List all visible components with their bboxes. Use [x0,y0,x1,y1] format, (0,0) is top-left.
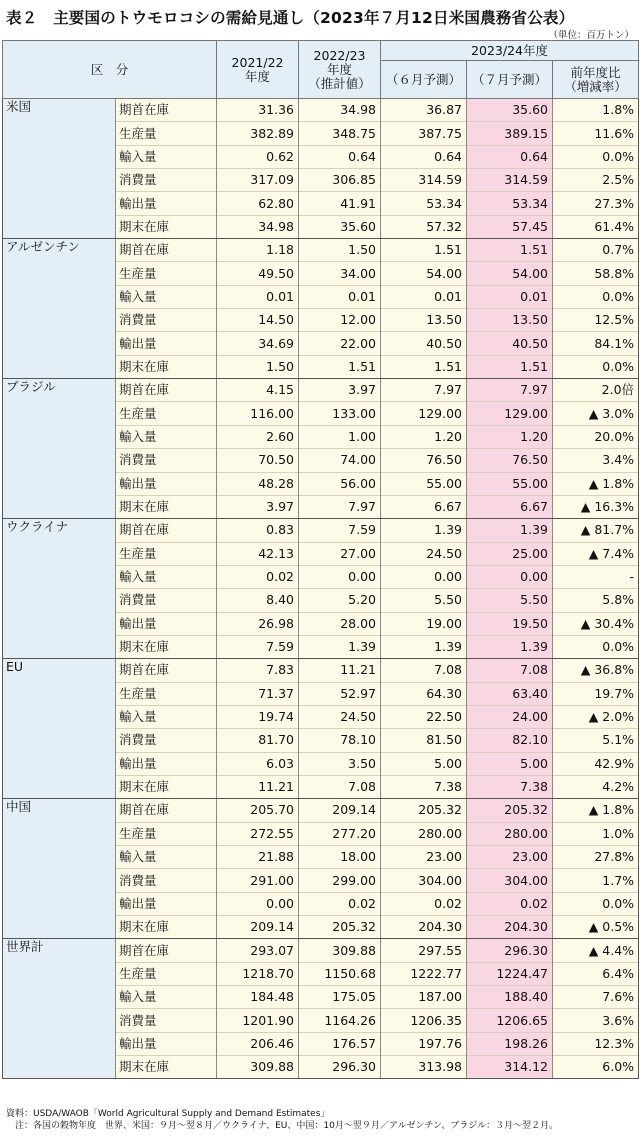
value-y2022: 277.20 [299,822,381,845]
value-y2022: 41.91 [299,192,381,215]
value-y2022: 133.00 [299,402,381,425]
header-july-forecast: （７月予測） [467,61,553,99]
value-jul: 1224.47 [467,962,553,985]
value-jul: 1.39 [467,635,553,658]
country-cell: ウクライナ [3,519,116,659]
value-y2022: 1.50 [299,239,381,262]
value-jun: 387.75 [381,122,467,145]
value-yoy: 0.7% [553,239,639,262]
value-y2021: 4.15 [217,379,299,402]
item-label: 期末在庫 [116,355,217,378]
value-yoy: 2.0倍 [553,379,639,402]
value-yoy: ▲ 1.8% [553,799,639,822]
value-jun: 314.59 [381,169,467,192]
value-y2021: 0.00 [217,892,299,915]
value-y2021: 0.02 [217,565,299,588]
value-y2021: 0.83 [217,519,299,542]
value-yoy: - [553,565,639,588]
value-jun: 1.39 [381,635,467,658]
value-yoy: 11.6% [553,122,639,145]
value-y2021: 26.98 [217,612,299,635]
value-jun: 19.00 [381,612,467,635]
value-y2021: 205.70 [217,799,299,822]
item-label: 消費量 [116,589,217,612]
country-cell: ブラジル [3,379,116,519]
table-row [3,519,639,542]
country-cell: EU [3,659,116,799]
value-y2021: 19.74 [217,705,299,728]
value-jul: 6.67 [467,495,553,518]
item-label: 輸出量 [116,332,217,355]
value-jul: 205.32 [467,799,553,822]
value-jul: 1.20 [467,425,553,448]
value-jul: 63.40 [467,682,553,705]
item-label: 生産量 [116,122,217,145]
item-label: 消費量 [116,1009,217,1032]
unit-label: （単位：百万トン） [548,30,634,41]
header-june-forecast: （６月予測） [381,61,467,99]
value-y2022: 34.00 [299,262,381,285]
value-jul: 1206.65 [467,1009,553,1032]
value-jun: 1.51 [381,355,467,378]
value-yoy: 0.0% [553,892,639,915]
value-y2022: 56.00 [299,472,381,495]
value-y2022: 205.32 [299,916,381,939]
value-jul: 55.00 [467,472,553,495]
header-2023-24-group: 2023/24年度 [381,41,639,61]
value-y2021: 31.36 [217,99,299,122]
value-jul: 204.30 [467,916,553,939]
value-y2022: 24.50 [299,705,381,728]
value-yoy: 7.6% [553,986,639,1009]
value-yoy: 1.0% [553,822,639,845]
value-y2022: 0.01 [299,285,381,308]
value-y2022: 35.60 [299,215,381,238]
value-yoy: 1.8% [553,99,639,122]
value-y2021: 49.50 [217,262,299,285]
value-yoy: 0.0% [553,635,639,658]
value-yoy: 0.0% [553,145,639,168]
value-y2022: 1.39 [299,635,381,658]
value-jun: 313.98 [381,1056,467,1079]
value-yoy: 84.1% [553,332,639,355]
page-title: 表２ 主要国のトウモロコシの需給見通し（2023年７月12日米国農務省公表） [6,9,575,27]
value-yoy: 1.7% [553,869,639,892]
value-jun: 197.76 [381,1032,467,1055]
item-label: 輸出量 [116,612,217,635]
item-label: 期首在庫 [116,379,217,402]
value-y2022: 176.57 [299,1032,381,1055]
value-jul: 76.50 [467,449,553,472]
value-jul: 40.50 [467,332,553,355]
value-jul: 1.51 [467,239,553,262]
item-label: 期首在庫 [116,659,217,682]
value-jul: 5.50 [467,589,553,612]
value-yoy: 5.1% [553,729,639,752]
value-jun: 54.00 [381,262,467,285]
table-row [3,99,639,122]
value-yoy: ▲ 1.8% [553,472,639,495]
value-yoy: ▲ 3.0% [553,402,639,425]
value-jun: 204.30 [381,916,467,939]
value-yoy: 42.9% [553,752,639,775]
value-y2021: 70.50 [217,449,299,472]
value-jul: 0.02 [467,892,553,915]
item-label: 輸入量 [116,285,217,308]
item-label: 期首在庫 [116,939,217,962]
value-jun: 57.32 [381,215,467,238]
item-label: 期末在庫 [116,916,217,939]
value-y2021: 34.69 [217,332,299,355]
value-yoy: ▲ 0.5% [553,916,639,939]
source-note: 資料：USDA/WAOB「World Agricultural Supply and Demand Estimates」 [6,1109,330,1119]
item-label: 期首在庫 [116,799,217,822]
item-label: 期首在庫 [116,99,217,122]
value-y2022: 7.97 [299,495,381,518]
value-jul: 314.59 [467,169,553,192]
item-label: 輸入量 [116,846,217,869]
item-label: 期首在庫 [116,519,217,542]
value-y2022: 52.97 [299,682,381,705]
value-jul: 0.64 [467,145,553,168]
value-y2022: 309.88 [299,939,381,962]
value-yoy: ▲ 81.7% [553,519,639,542]
value-y2022: 74.00 [299,449,381,472]
header-2021-22: 2021/22 年度 [217,41,299,99]
value-yoy: ▲ 36.8% [553,659,639,682]
supply-demand-table-wrapper [2,40,638,1079]
value-jul: 1.39 [467,519,553,542]
value-jul: 0.01 [467,285,553,308]
value-jul: 19.50 [467,612,553,635]
value-y2022: 209.14 [299,799,381,822]
value-y2022: 5.20 [299,589,381,612]
item-label: 期末在庫 [116,1056,217,1079]
value-jun: 13.50 [381,309,467,332]
value-y2021: 81.70 [217,729,299,752]
value-jun: 5.50 [381,589,467,612]
value-yoy: 27.8% [553,846,639,869]
value-jun: 1.20 [381,425,467,448]
country-cell: 世界計 [3,939,116,1079]
value-jun: 297.55 [381,939,467,962]
item-label: 輸入量 [116,145,217,168]
table-row [3,939,639,962]
item-label: 消費量 [116,169,217,192]
item-label: 輸出量 [116,892,217,915]
value-jul: 5.00 [467,752,553,775]
header-yoy-change: 前年度比 （増減率） [553,61,639,99]
value-y2022: 27.00 [299,542,381,565]
item-label: 期末在庫 [116,495,217,518]
value-jun: 76.50 [381,449,467,472]
fiscal-year-note: 注：各国の穀物年度 世界、米国：９月～翌８月／ウクライナ、EU、中国：10月～翌９月／アルゼンチン、ブラジル：３月～翌２月。 [6,1121,559,1131]
value-y2022: 12.00 [299,309,381,332]
value-yoy: 12.3% [553,1032,639,1055]
value-jun: 0.01 [381,285,467,308]
value-yoy: 19.7% [553,682,639,705]
value-jun: 1206.35 [381,1009,467,1032]
value-yoy: 20.0% [553,425,639,448]
value-y2021: 7.59 [217,635,299,658]
value-jun: 0.64 [381,145,467,168]
value-yoy: 58.8% [553,262,639,285]
value-y2021: 309.88 [217,1056,299,1079]
item-label: 生産量 [116,542,217,565]
value-y2022: 3.50 [299,752,381,775]
value-jun: 7.97 [381,379,467,402]
value-jun: 24.50 [381,542,467,565]
value-y2021: 1218.70 [217,962,299,985]
value-y2022: 1164.26 [299,1009,381,1032]
value-y2022: 1150.68 [299,962,381,985]
item-label: 期末在庫 [116,635,217,658]
value-jun: 22.50 [381,705,467,728]
value-yoy: ▲ 16.3% [553,495,639,518]
value-jun: 1.39 [381,519,467,542]
value-jun: 55.00 [381,472,467,495]
item-label: 輸出量 [116,192,217,215]
value-jul: 53.34 [467,192,553,215]
value-y2022: 3.97 [299,379,381,402]
value-y2021: 0.01 [217,285,299,308]
value-jun: 81.50 [381,729,467,752]
value-jul: 0.00 [467,565,553,588]
value-y2021: 6.03 [217,752,299,775]
value-jun: 7.38 [381,775,467,798]
value-jul: 7.97 [467,379,553,402]
item-label: 輸出量 [116,472,217,495]
value-y2021: 11.21 [217,775,299,798]
value-yoy: 61.4% [553,215,639,238]
value-jul: 1.51 [467,355,553,378]
country-cell: 中国 [3,799,116,939]
value-y2021: 42.13 [217,542,299,565]
value-y2021: 1201.90 [217,1009,299,1032]
value-y2021: 48.28 [217,472,299,495]
value-jun: 1.51 [381,239,467,262]
item-label: 輸入量 [116,986,217,1009]
supply-demand-table [2,40,639,1079]
value-y2021: 206.46 [217,1032,299,1055]
value-y2021: 209.14 [217,916,299,939]
item-label: 輸入量 [116,425,217,448]
value-y2021: 71.37 [217,682,299,705]
value-jun: 0.02 [381,892,467,915]
footer-notes [6,1108,558,1132]
table-row [3,379,639,402]
value-jul: 82.10 [467,729,553,752]
value-jul: 23.00 [467,846,553,869]
item-label: 消費量 [116,449,217,472]
value-y2022: 7.59 [299,519,381,542]
value-jun: 36.87 [381,99,467,122]
value-jul: 57.45 [467,215,553,238]
item-label: 輸入量 [116,565,217,588]
value-yoy: 0.0% [553,285,639,308]
value-yoy: 5.8% [553,589,639,612]
value-y2022: 299.00 [299,869,381,892]
value-y2021: 0.62 [217,145,299,168]
item-label: 消費量 [116,309,217,332]
value-jun: 205.32 [381,799,467,822]
value-y2022: 306.85 [299,169,381,192]
value-y2022: 7.08 [299,775,381,798]
value-jun: 187.00 [381,986,467,1009]
item-label: 期首在庫 [116,239,217,262]
value-yoy: 3.4% [553,449,639,472]
value-y2022: 78.10 [299,729,381,752]
value-yoy: ▲ 30.4% [553,612,639,635]
item-label: 輸出量 [116,1032,217,1055]
value-jun: 5.00 [381,752,467,775]
item-label: 生産量 [116,962,217,985]
value-yoy: 6.4% [553,962,639,985]
value-y2022: 18.00 [299,846,381,869]
item-label: 消費量 [116,869,217,892]
value-y2022: 1.51 [299,355,381,378]
value-yoy: ▲ 7.4% [553,542,639,565]
value-yoy: ▲ 2.0% [553,705,639,728]
value-jun: 1222.77 [381,962,467,985]
value-jul: 35.60 [467,99,553,122]
value-jul: 314.12 [467,1056,553,1079]
value-y2022: 22.00 [299,332,381,355]
value-y2021: 62.80 [217,192,299,215]
country-cell: 米国 [3,99,116,239]
value-y2021: 293.07 [217,939,299,962]
value-jul: 280.00 [467,822,553,845]
table-row [3,659,639,682]
table-row [3,239,639,262]
header-2022-23: 2022/23 年度 （推計値） [299,41,381,99]
value-jun: 6.67 [381,495,467,518]
value-yoy: 0.0% [553,355,639,378]
value-jun: 280.00 [381,822,467,845]
value-y2021: 1.50 [217,355,299,378]
value-y2022: 11.21 [299,659,381,682]
value-jun: 40.50 [381,332,467,355]
value-jul: 24.00 [467,705,553,728]
value-jul: 25.00 [467,542,553,565]
value-y2021: 382.89 [217,122,299,145]
value-y2022: 0.02 [299,892,381,915]
value-jul: 54.00 [467,262,553,285]
value-yoy: 3.6% [553,1009,639,1032]
value-yoy: 27.3% [553,192,639,215]
value-y2021: 3.97 [217,495,299,518]
table-row [3,799,639,822]
value-y2021: 116.00 [217,402,299,425]
value-jul: 7.08 [467,659,553,682]
value-y2022: 0.64 [299,145,381,168]
value-y2022: 296.30 [299,1056,381,1079]
item-label: 輸入量 [116,705,217,728]
value-y2021: 184.48 [217,986,299,1009]
table-body [3,99,639,1079]
value-jul: 13.50 [467,309,553,332]
value-yoy: 6.0% [553,1056,639,1079]
value-y2021: 8.40 [217,589,299,612]
value-yoy: 4.2% [553,775,639,798]
value-jun: 0.00 [381,565,467,588]
value-y2021: 21.88 [217,846,299,869]
item-label: 生産量 [116,822,217,845]
value-jul: 129.00 [467,402,553,425]
value-y2022: 1.00 [299,425,381,448]
value-jul: 296.30 [467,939,553,962]
item-label: 生産量 [116,402,217,425]
value-y2021: 272.55 [217,822,299,845]
value-y2022: 34.98 [299,99,381,122]
value-y2022: 0.00 [299,565,381,588]
value-jun: 7.08 [381,659,467,682]
item-label: 輸出量 [116,752,217,775]
item-label: 消費量 [116,729,217,752]
value-jul: 304.00 [467,869,553,892]
value-yoy: 12.5% [553,309,639,332]
item-label: 期末在庫 [116,215,217,238]
value-y2022: 175.05 [299,986,381,1009]
item-label: 期末在庫 [116,775,217,798]
value-jun: 64.30 [381,682,467,705]
value-y2022: 348.75 [299,122,381,145]
item-label: 生産量 [116,262,217,285]
value-jul: 389.15 [467,122,553,145]
country-cell: アルゼンチン [3,239,116,379]
item-label: 生産量 [116,682,217,705]
value-jul: 198.26 [467,1032,553,1055]
value-y2021: 1.18 [217,239,299,262]
value-y2021: 291.00 [217,869,299,892]
value-yoy: ▲ 4.4% [553,939,639,962]
value-y2021: 317.09 [217,169,299,192]
value-y2021: 14.50 [217,309,299,332]
value-jun: 129.00 [381,402,467,425]
value-y2021: 7.83 [217,659,299,682]
header-category: 区 分 [3,41,217,99]
value-jun: 53.34 [381,192,467,215]
value-yoy: 2.5% [553,169,639,192]
value-y2021: 2.60 [217,425,299,448]
value-jun: 23.00 [381,846,467,869]
value-y2021: 34.98 [217,215,299,238]
value-jul: 188.40 [467,986,553,1009]
value-jun: 304.00 [381,869,467,892]
value-jul: 7.38 [467,775,553,798]
value-y2022: 28.00 [299,612,381,635]
